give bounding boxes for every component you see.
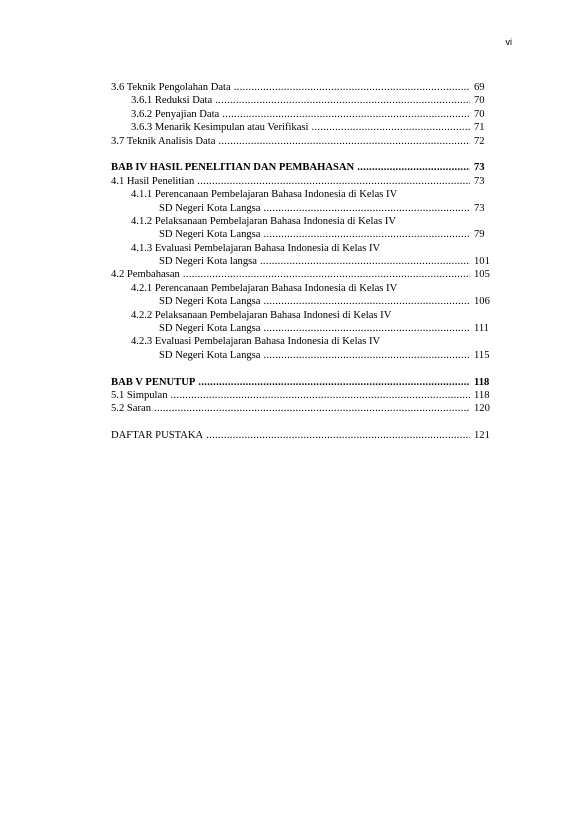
toc-entry-page: 71 (474, 122, 485, 134)
toc-entry[interactable] (111, 402, 490, 415)
toc-entry-label: 4.1.2 Pelaksanaan Pembelajaran Bahasa Indonesia di Kelas IV (131, 215, 397, 227)
toc-dot-leader (197, 175, 470, 188)
toc-entry-page: 118 (474, 389, 490, 401)
toc-entry[interactable] (111, 335, 490, 348)
toc-entry[interactable] (111, 255, 490, 268)
toc-entry[interactable] (111, 349, 490, 362)
toc-entry[interactable] (111, 188, 490, 201)
toc-entry-page: 120 (474, 403, 490, 415)
toc-entry-page: 106 (474, 296, 490, 308)
toc-entry-page: 69 (474, 82, 485, 93)
toc-entry[interactable] (111, 282, 490, 295)
toc-dot-leader (264, 295, 471, 308)
toc-entry-page: 70 (474, 108, 485, 120)
toc-entry[interactable] (111, 175, 490, 188)
toc-dot-leader (312, 121, 470, 134)
toc-entry-label: 5.2 Saran (111, 403, 152, 415)
toc-entry[interactable] (111, 376, 490, 389)
toc-spacer (111, 148, 490, 161)
toc-entry-label: SD Negeri Kota Langsa (159, 323, 261, 335)
toc-entry-label: BAB IV HASIL PENELITIAN DAN PEMBAHASAN (111, 162, 355, 174)
toc-entry-page: 111 (474, 323, 490, 335)
toc-entry-page: 115 (474, 349, 490, 361)
toc-entry-label: SD Negeri Kota Langsa (159, 229, 261, 241)
toc-entry[interactable] (111, 94, 490, 107)
toc-entry[interactable] (111, 322, 490, 335)
toc-entry-label: 4.2.1 Perencanaan Pembelajaran Bahasa Indonesia di Kelas IV (131, 282, 398, 294)
toc-entry-label: 3.6 Teknik Pengolahan Data (111, 82, 231, 93)
toc-entry-label: 4.2 Pembahasan (111, 269, 180, 281)
toc-entry[interactable] (111, 135, 490, 148)
toc-dot-leader (234, 81, 470, 94)
toc-dot-leader (218, 135, 470, 148)
toc-dot-leader (215, 94, 470, 107)
toc-entry-page: 73 (474, 175, 485, 187)
toc-dot-leader (260, 255, 470, 268)
toc-entry-label: 4.1.3 Evaluasi Pembelajaran Bahasa Indonesia di Kelas IV (131, 242, 381, 254)
toc-entry-label: 4.1 Hasil Penelitian (111, 175, 195, 187)
toc-dot-leader (264, 202, 471, 215)
toc-dot-leader (198, 376, 470, 389)
toc-entry[interactable] (111, 161, 490, 174)
toc-entry-label: 4.2.2 Pelaksanaan Pembelajaran Bahasa Indonesi di Kelas IV (131, 309, 392, 321)
toc-entry-page: 105 (474, 269, 490, 281)
toc-entry-label: SD Negeri Kota Langsa (159, 349, 261, 361)
toc-entry[interactable] (111, 429, 490, 442)
toc-entry-label: BAB V PENUTUP (111, 376, 196, 388)
toc-dot-leader (183, 268, 470, 281)
toc-entry[interactable] (111, 309, 490, 322)
toc-entry-label: 3.6.1 Reduksi Data (131, 95, 213, 107)
toc-entry[interactable] (111, 81, 490, 94)
toc-entry-label: 3.7 Teknik Analisis Data (111, 135, 216, 147)
toc-entry-label: SD Negeri Kota langsa (159, 256, 257, 268)
toc-dot-leader (264, 228, 471, 241)
toc-entry[interactable] (111, 202, 490, 215)
toc-entry-page: 79 (474, 229, 485, 241)
toc-entry-page: 118 (474, 376, 490, 388)
toc-entry-page: 72 (474, 135, 485, 147)
toc-entry[interactable] (111, 215, 490, 228)
toc-entry-page: 101 (474, 256, 490, 268)
toc-dot-leader (206, 429, 470, 442)
toc-dot-leader (171, 389, 470, 402)
toc-entry-page: 70 (474, 95, 485, 107)
toc-entry-page: 121 (474, 430, 490, 442)
toc-dot-leader (357, 161, 470, 174)
toc-entry[interactable] (111, 295, 490, 308)
toc-dot-leader (222, 108, 470, 121)
toc-entry-label: 5.1 Simpulan (111, 389, 168, 401)
toc-entry[interactable] (111, 242, 490, 255)
toc-dot-leader (264, 322, 471, 335)
toc-entry[interactable] (111, 108, 490, 121)
toc-entry-label: SD Negeri Kota Langsa (159, 296, 261, 308)
toc-entry-label: DAFTAR PUSTAKA (111, 430, 204, 442)
toc-entry[interactable] (111, 228, 490, 241)
toc-spacer (111, 416, 490, 429)
toc-entry-label: 4.1.1 Perencanaan Pembelajaran Bahasa Indonesia di Kelas IV (131, 189, 398, 201)
page-number: vi (505, 37, 512, 47)
toc-dot-leader (264, 349, 471, 362)
toc-entry-label: 3.6.2 Penyajian Data (131, 108, 220, 120)
toc-entry[interactable] (111, 389, 490, 402)
toc-entry[interactable] (111, 121, 490, 134)
toc-entry-page: 73 (474, 202, 485, 214)
toc-dot-leader (154, 402, 470, 415)
toc-entry[interactable] (111, 268, 490, 281)
toc-entry-label: 4.2.3 Evaluasi Pembelajaran Bahasa Indonesia di Kelas IV (131, 336, 381, 348)
table-of-contents (111, 81, 490, 443)
toc-entry-page: 73 (474, 162, 485, 174)
toc-entry-label: SD Negeri Kota Langsa (159, 202, 261, 214)
toc-entry-label: 3.6.3 Menarik Kesimpulan atau Verifikasi (131, 122, 309, 134)
toc-spacer (111, 362, 490, 375)
